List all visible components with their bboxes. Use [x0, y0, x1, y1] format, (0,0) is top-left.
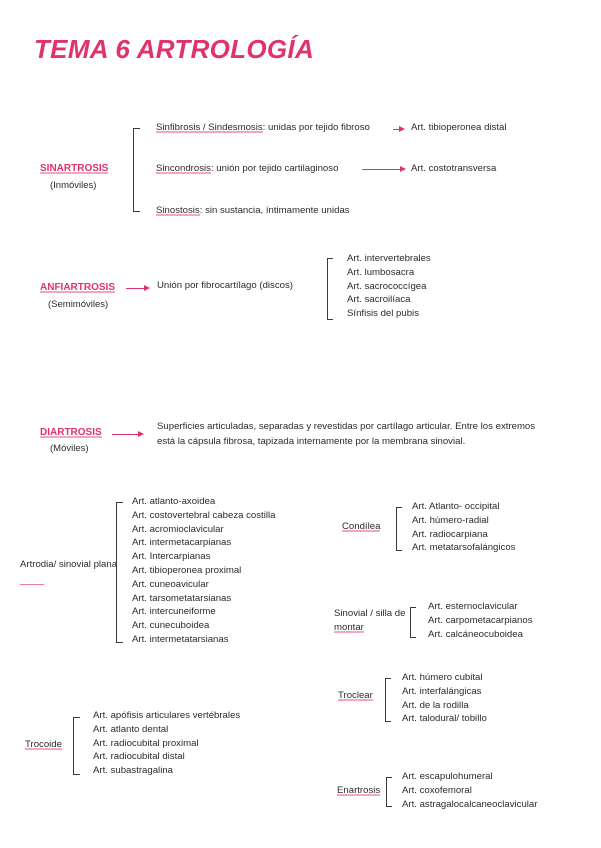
trocoide-label: Trocoide: [25, 739, 62, 750]
anfiartrosis-examples: [347, 252, 431, 321]
anfiartrosis-desc: Unión por fibrocartílago (discos): [157, 280, 293, 291]
artrodia-bracket: [116, 502, 123, 643]
list-item: Art. cuneoavicular: [132, 578, 209, 590]
list-item: Art. intermetacarpianas: [132, 537, 232, 549]
troclear-label: Troclear: [338, 690, 373, 701]
list-item: Art. acromioclavicular: [132, 523, 224, 535]
silla-label-line1: Sinovial / silla de: [334, 608, 406, 619]
list-item: Art. carpometacarpianos: [428, 614, 533, 626]
diartrosis-desc-line1: Superficies articuladas, separadas y revestidas por cartílago articular. Entre los extremos: [157, 421, 536, 432]
condilea-label: Condílea: [342, 521, 381, 532]
list-item: Art. interfalángicas: [402, 685, 482, 697]
list-item: Art. metatarsofalángicos: [412, 542, 516, 554]
anfiartrosis-bracket: [327, 258, 333, 320]
silla-list: [428, 600, 533, 641]
list-item: Art. coxofemoral: [402, 784, 472, 796]
troclear-bracket: [385, 678, 391, 722]
list-item: Art. apófisis articulares vertébrales: [93, 710, 241, 721]
list-item: Art. sacrococcígea: [347, 280, 427, 292]
sinartrosis-term-1: Sinfibrosis / Sindesmosis: [156, 122, 263, 133]
list-item: Art. intercuneiforme: [132, 606, 216, 618]
arrow-icon: [112, 434, 142, 435]
artrodia-label: Artrodia/ sinovial plana: [20, 559, 118, 570]
list-item: Art. sacroilíaca: [347, 294, 411, 306]
list-item: Art. talodural/ tobillo: [402, 713, 487, 725]
list-item: Art. Intercarpianas: [132, 551, 211, 563]
list-item: Art. tibioperonea proximal: [132, 564, 242, 576]
silla-bracket: [410, 607, 416, 638]
list-item: Art. atlanto dental: [93, 723, 169, 735]
list-item: Art. de la rodilla: [402, 699, 469, 711]
list-item: Art. Atlanto- occipital: [412, 501, 500, 512]
sinartrosis-bracket: [133, 128, 140, 212]
list-item: Art. radiocubital distal: [93, 751, 185, 763]
silla-label-line2: montar: [334, 622, 364, 633]
list-item: Art. lumbosacra: [347, 266, 415, 278]
page-title: TEMA 6 ARTROLOGÍA: [34, 34, 315, 64]
diartrosis-desc-line2: está la cápsula fibrosa, tapizada internamente por la membrana sinovial.: [157, 436, 466, 447]
list-item: Art. costovertebral cabeza costilla: [132, 509, 276, 521]
list-item: Art. escapulohumeral: [402, 771, 493, 782]
arrow-icon: [393, 129, 403, 130]
list-item: Art. radiocubital proximal: [93, 737, 199, 749]
list-item: Art. tarsometatarsianas: [132, 592, 232, 604]
list-item: Art. radiocarpiana: [412, 528, 488, 540]
list-item: Art. atlanto-axoidea: [132, 496, 216, 507]
list-item: Art. intermetatarsianas: [132, 633, 229, 645]
sinartrosis-desc-2: : unión por tejido cartilaginoso: [210, 163, 339, 174]
list-item: Art. astragalocalcaneoclavicular: [402, 798, 538, 810]
enartrosis-label: Enartrosis: [337, 785, 381, 796]
sinartrosis-item-1: [156, 122, 370, 133]
sinartrosis-example-2: Art. costotransversa: [411, 163, 497, 174]
diartrosis-sub: (Móviles): [50, 443, 89, 454]
list-item: Art. húmero cubital: [402, 672, 483, 683]
anfiartrosis-sub: (Semimóviles): [48, 299, 109, 310]
condilea-bracket: [396, 507, 402, 551]
arrow-icon: [126, 288, 148, 289]
enartrosis-list: [402, 770, 537, 811]
sinartrosis-item-3: [156, 205, 350, 216]
condilea-list: [412, 500, 515, 555]
sinartrosis-term-3: Sinostosis: [156, 205, 200, 216]
list-item: Art. cunecuboidea: [132, 620, 210, 632]
arrow-icon: [362, 169, 404, 170]
anfiartrosis-label: ANFIARTROSIS: [40, 282, 115, 293]
sinartrosis-desc-3: : sin sustancia, íntimamente unidas: [199, 205, 350, 216]
sinartrosis-desc-1: : unidas por tejido fibroso: [262, 122, 370, 133]
sinartrosis-example-1: Art. tibioperonea distal: [411, 122, 507, 133]
sinartrosis-label: SINARTROSIS: [40, 163, 109, 174]
diartrosis-label: DIARTROSIS: [40, 427, 102, 438]
trocoide-bracket: [73, 717, 80, 775]
list-item: Art. húmero-radial: [412, 514, 489, 526]
list-item: Sínfisis del pubis: [347, 308, 419, 320]
artrodia-list: [132, 495, 275, 647]
sinartrosis-term-2: Sincondrosis: [156, 163, 211, 174]
trocoide-list: [93, 709, 240, 778]
list-item: Art. intervertebrales: [347, 253, 431, 264]
sinartrosis-sub: (Inmóviles): [50, 180, 97, 191]
list-item: Art. esternoclavicular: [428, 601, 518, 612]
list-item: Art. subastragalina: [93, 765, 173, 777]
underline-mark: [20, 584, 44, 585]
sinartrosis-item-2: [156, 163, 338, 174]
list-item: Art. calcáneocuboidea: [428, 628, 523, 640]
troclear-list: [402, 671, 487, 726]
enartrosis-bracket: [386, 777, 392, 807]
